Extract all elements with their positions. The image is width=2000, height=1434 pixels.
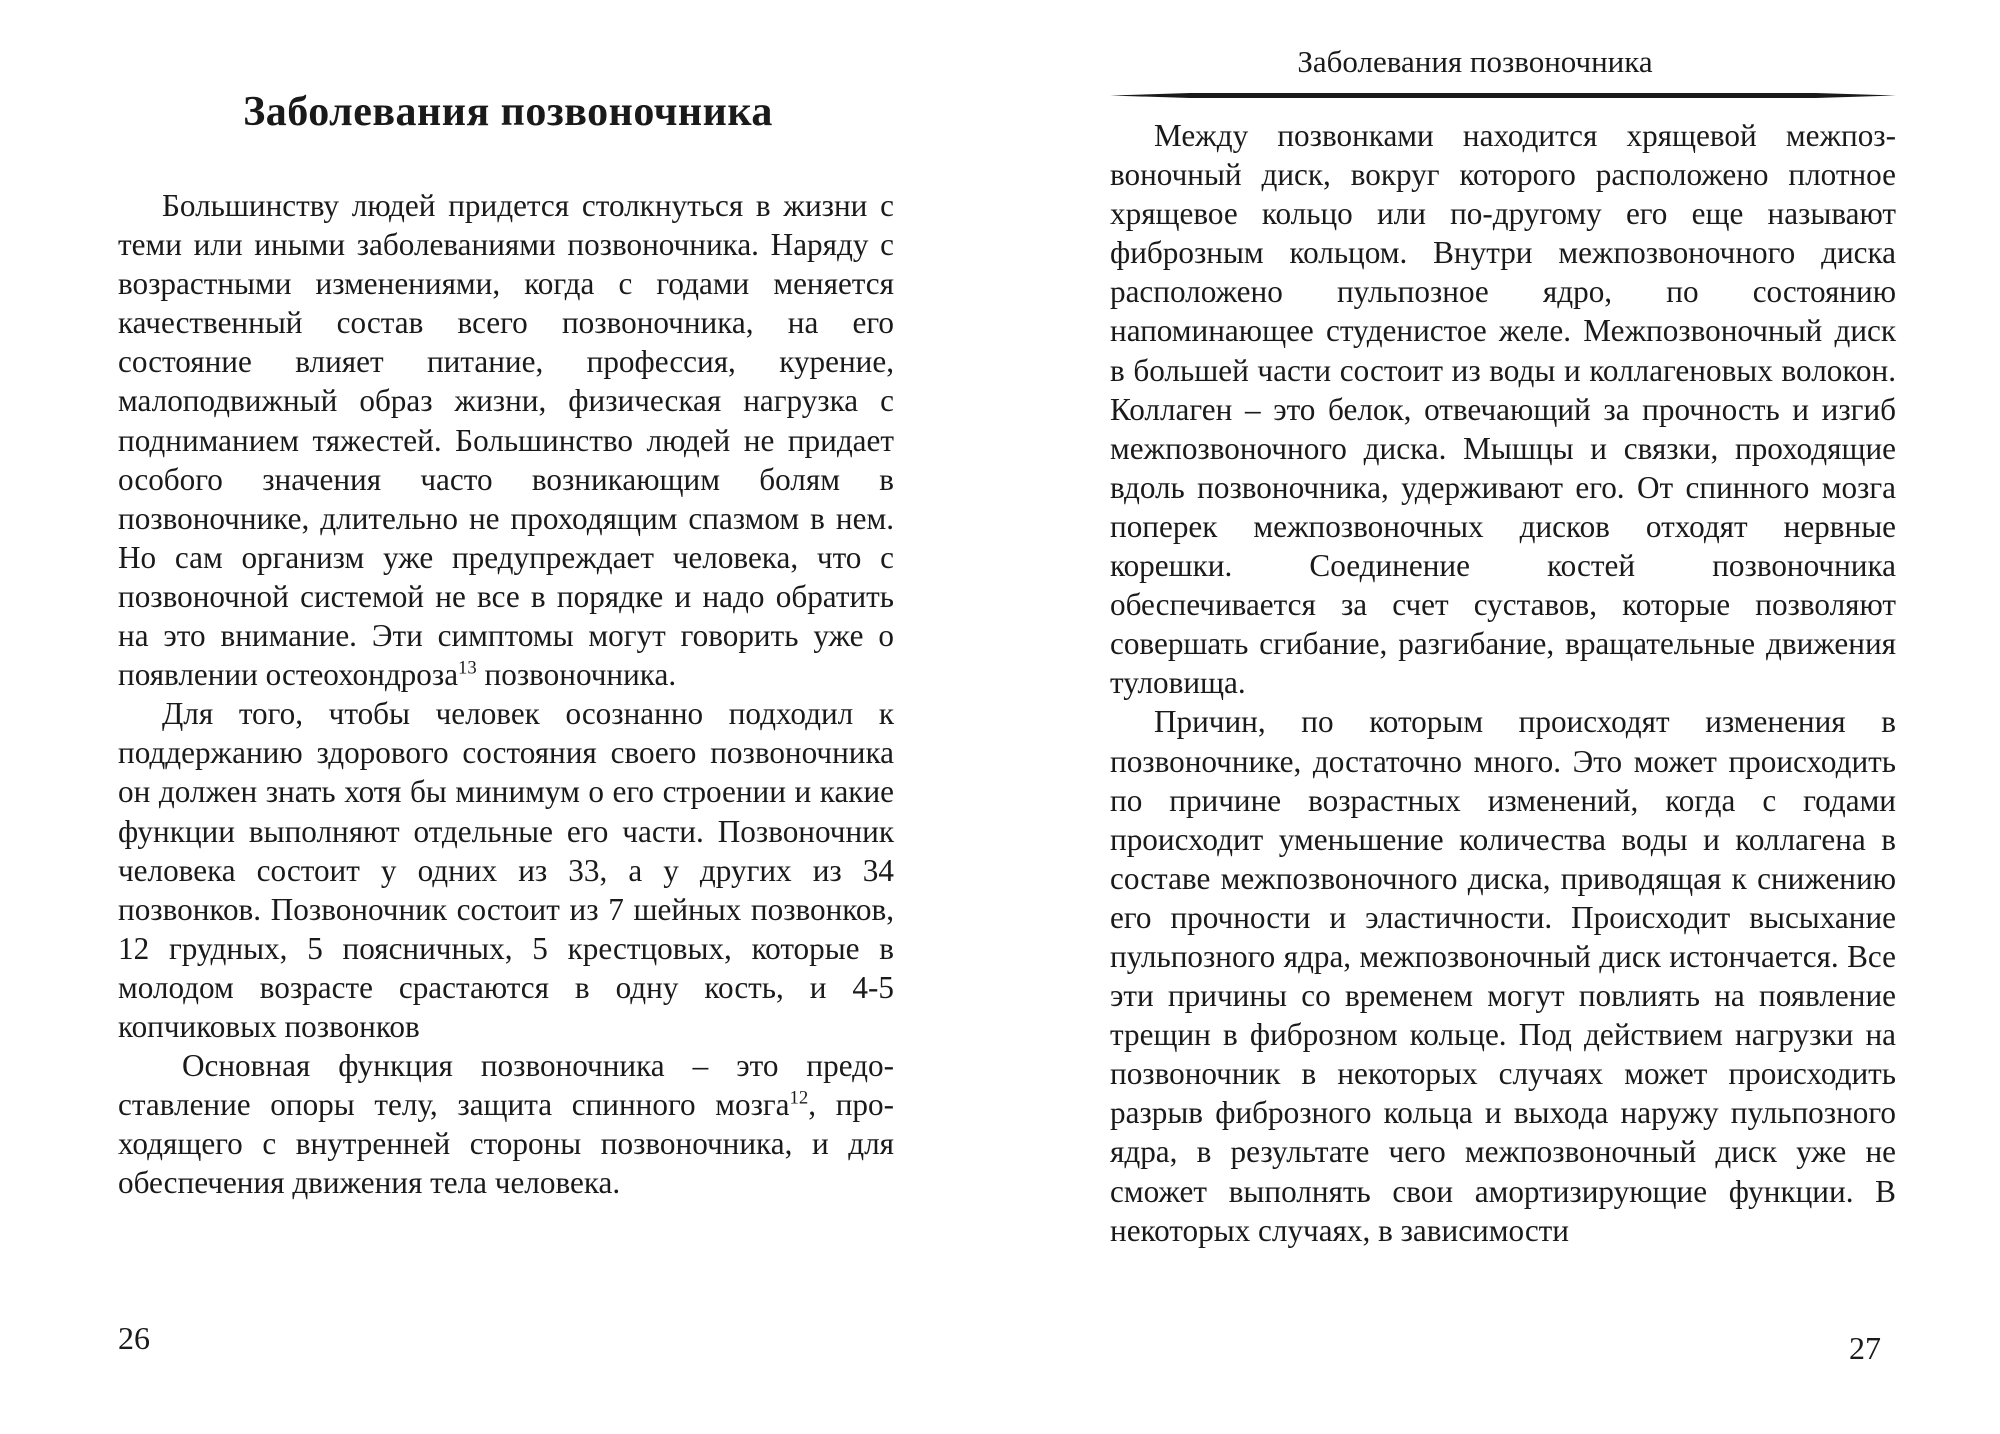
header-rule bbox=[1110, 92, 1896, 99]
right-paragraph-1: Между позвонками находится хрящевой межпозвоночный диск, вокруг которого расположено плотное хрящевое кольцо или по-другому его еще называют фиброзным кольцом. Внутри межпозвоночного диска расположено пульпозное ядро, по состоянию напоминающее студенистое желе. Межпозвоночный диск в большей части состоит из воды и коллагеновых волокон. Коллаген – это белок, отвечающий за прочность и изгиб межпозвоночного диска. Мышцы и связки, проходящие вдоль позвоночника, удерживают его. От спинного мозга поперек межпозвоночных дисков отходят нервные корешки. Соединение костей позвоночника обеспечивается за счет суставов, которые позволяют совершать сгибание, разгибание, вращательные движения туловища. bbox=[1110, 118, 1896, 701]
left-paragraph-3 bbox=[118, 1046, 894, 1202]
chapter-title: Заболевания позвоночника bbox=[243, 89, 773, 135]
right-page bbox=[1000, 0, 2000, 1434]
page-number-right: 27 bbox=[1849, 1330, 1881, 1366]
page-number-left: 26 bbox=[118, 1320, 150, 1356]
left-paragraph-2: Для того, чтобы человек осознанно подходил к поддержанию здорового состояния своего позвоночника он должен знать хотя бы минимум о его строении и какие функции выполняют отдельные его части. Позвоночник человека состоит у одних из 33, а у других из 34 позвонков. Позвоночник состоит из 7 шейных позвонков, 12 грудных, 5 поясничных, 5 крестцовых, которые в молодом возрасте срастаются в одну кость, и 4-5 копчиковых позвонков bbox=[118, 696, 894, 1044]
left-paragraph-1-tail: позвоночника. bbox=[476, 657, 677, 693]
left-paragraph-1 bbox=[118, 186, 894, 694]
footnote-ref-13: 13 bbox=[458, 657, 477, 679]
left-paragraph-3-tail: , проходящего с внутренней стороны позвоночника, и для обеспечения движения тела человека. bbox=[118, 1087, 894, 1201]
footnote-ref-12: 12 bbox=[789, 1087, 809, 1109]
left-page-body bbox=[118, 186, 894, 1202]
right-paragraph-2: Причин, по которым происходят изменения в позвоночнике, достаточно много. Это может происходить по причине возрастных изменений, когда с годами происходит уменьшение количества воды и коллагена в составе межпозвоночного диска, приводящая к снижению его прочности и эластичности. Происходит высыхание пульпозного ядра, межпозвоночный диск истончается. Все эти причины со временем могут повлиять на появление трещин в фиброзном кольце. Под действием нагрузки на позвоночник в некоторых случаях может происходить разрыв фиброзного кольца и выхода наружу пульпозного ядра, в результате чего межпозвоночный диск уже не сможет выполнять свои амортизирующие функции. В некоторых случаях, в зависимости bbox=[1110, 704, 1896, 1248]
left-paragraph-3-text: Основная функция позвоночника – это предоставление опоры телу, защита спинного мозга bbox=[118, 1048, 894, 1123]
left-paragraph-1-text: Большинству людей придется столкнуться в жизни с теми или иными заболеваниями позвоночника. Наряду с возрастными изменениями, когда с годами меняется качественный состав всего позвоночника, на его состояние влияет питание, профессия, курение, малоподвижный образ жизни, физическая нагрузка с подниманием тяжестей. Большинство людей не придает особого значения часто возникающим болям в позвоночнике, длительно не проходящим спазмом в нем. Но сам организм уже предупреждает человека, что с позвоночной системой не все в порядке и надо обратить на это внимание. Эти симптомы могут говорить уже о появлении остеохондроза bbox=[118, 188, 894, 693]
right-page-body bbox=[1110, 116, 1896, 1250]
running-head: Заболевания позвоночника bbox=[1297, 44, 1653, 79]
